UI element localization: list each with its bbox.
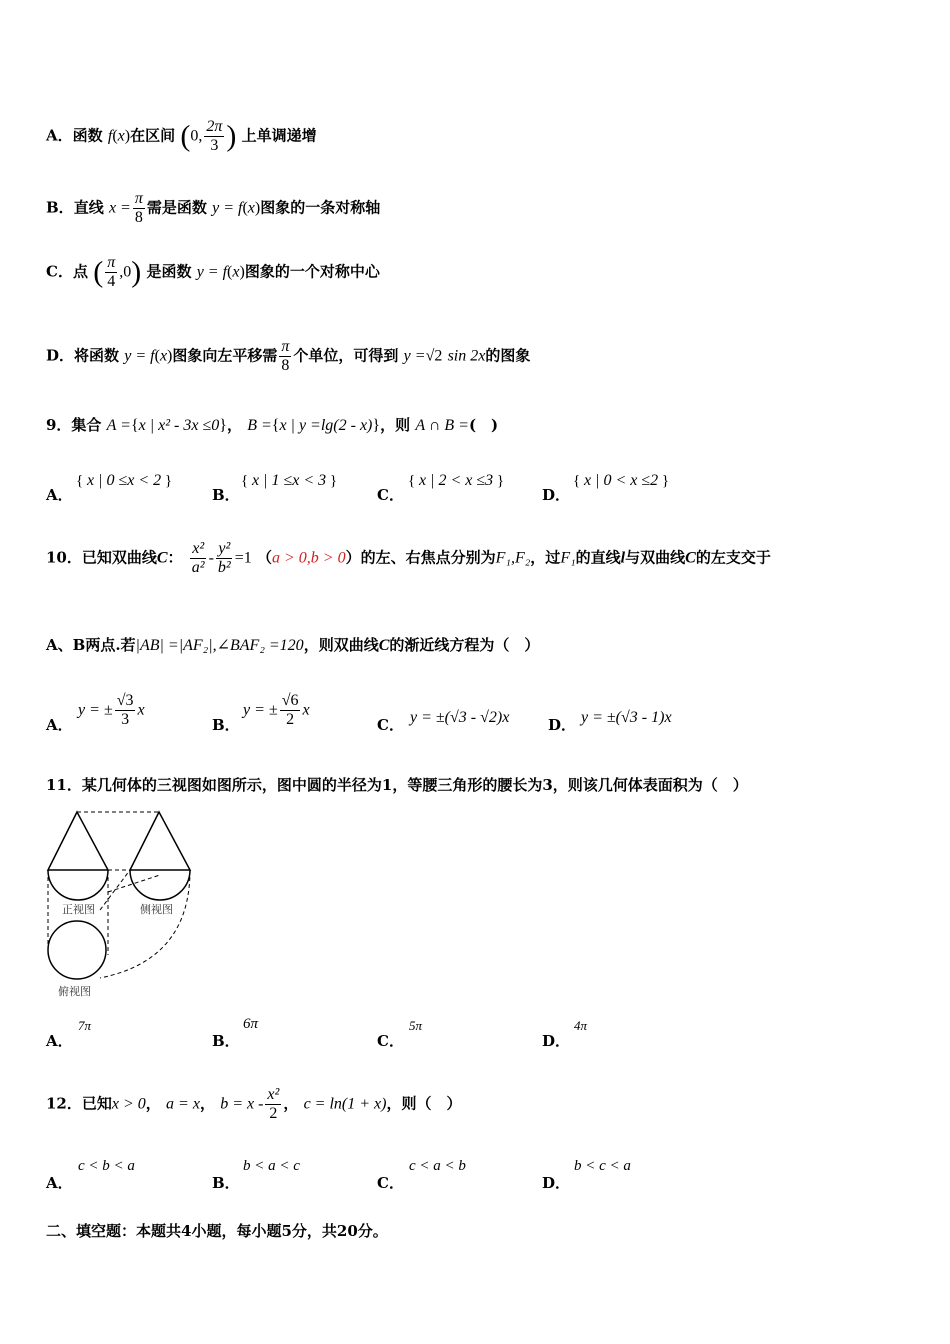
math: ,0 [119,263,132,281]
math: y = f [212,199,243,217]
q11-option-b [212,1030,240,1051]
front-view-semicircle [48,870,108,900]
math: y = f [196,263,228,281]
q10-stem [46,540,771,577]
option-letter: A． [46,1032,73,1050]
math: y = ±(√3 - √2)x [410,709,510,726]
q8-option-d: D．将函数 y = f(x)图象向左平移需 $\frac{\pi}{8}$ 个单位，可得到 y =√2 sin 2x的图象 [46,338,531,374]
q12-option-d-value: b < c < a [574,1158,631,1174]
q12-option-a-value: c < b < a [78,1158,135,1174]
text: ，则 [380,416,411,434]
q12-option-c-value: c < a < b [409,1158,466,1174]
fraction [190,540,207,577]
math: c = ln(1 + x) [303,1095,387,1113]
option-letter: B． [212,716,240,734]
text: 的渐近线方程为（ ） [389,636,540,654]
math: C [378,637,390,654]
q11-option-d [542,1030,570,1051]
q10-stem-line2 [46,634,539,655]
option-letter: C． [46,262,73,281]
math: y = ± [78,701,113,719]
numerator: π [134,190,143,207]
text: ： [167,548,183,567]
q10-option-c [377,714,404,735]
math: x | 0 ≤x < 2 [86,472,162,489]
text: 图象向左平移需 [172,346,278,365]
text: 函数 [72,126,103,145]
numerator: 2π [206,118,223,135]
q10-option-c-value [410,708,509,727]
math: x | 0 < x ≤2 [583,472,659,489]
front-view-label: 正视图 [62,903,95,916]
denominator: a² [191,559,205,576]
math: F₁ [560,549,576,567]
numerator: x² [267,1086,280,1103]
three-view-figure [40,810,220,1004]
q11-option-c-value: 5π [409,1018,423,1033]
text: ， [283,1094,299,1113]
text: 点 [72,262,88,281]
question-number: 9．集合 [46,416,102,434]
text: 图象的一个对称中心 [244,262,380,281]
text: 的左、右焦点分别为 [360,548,496,567]
q9-option-d-value: { x | 0 < x ≤2 } [573,472,670,489]
top-view-label: 俯视图 [58,985,91,998]
text: 的直线 [575,548,621,567]
q9-option-c-value: { x | 2 < x ≤3 } [408,472,505,489]
text: 是函数 [146,262,192,281]
math: A = [106,417,131,434]
math: y = [403,347,426,365]
math: x [117,127,125,145]
q10-option-a-value [78,692,145,729]
math: x > 0 [111,1095,146,1113]
q10-option-b [212,714,240,735]
numerator: √6 [281,692,299,709]
text: ，则（ ） [386,1094,462,1113]
option-letter: C． [377,1032,404,1050]
text: 的左支交于 [695,548,771,567]
denominator: 4 [107,273,116,290]
q9-option-d [542,484,570,505]
math: a = x [166,1095,200,1113]
math: C [156,549,168,567]
q12-option-c [377,1172,404,1193]
fraction [216,540,233,577]
fraction [265,1086,281,1123]
math: b = x - [220,1095,264,1113]
text: 与双曲线 [625,548,686,567]
math: x = [108,199,131,217]
text: （ [256,548,272,567]
numerator: √3 [116,692,134,709]
q11-option-b-value: 6π [243,1016,259,1032]
condition: a > 0,b > 0 [272,549,346,567]
q8-option-a: A．函数 f(x)在区间 (0, $\frac{2\pi}{3}$ ) 上单调递增 [46,118,317,154]
text: ， [226,416,242,434]
q10-option-d [548,714,576,735]
text: 将函数 [74,346,120,365]
text: 直线 [73,198,104,217]
fraction [204,118,224,155]
fraction [133,190,145,227]
text: ， [199,1094,215,1113]
text: 在区间 [130,126,176,145]
denominator: 3 [210,137,219,154]
q12-option-b-value: b < a < c [243,1158,300,1174]
q12-option-d [542,1172,570,1193]
option-letter: A． [46,1174,73,1192]
math: x [159,347,168,365]
math: sin 2x [447,347,486,365]
q12-stem [46,1086,462,1123]
q9-option-c [377,484,404,505]
section-heading: 二、填空题：本题共4小题，每小题5分，共20分。 [46,1222,388,1240]
side-view-triangle [130,812,190,870]
numerator: π [107,254,116,271]
option-letter: D． [46,346,75,365]
side-view-semicircle [130,870,190,900]
text: A、B两点.若 [46,636,136,654]
option-letter: C． [377,486,404,504]
dashed-arc [100,870,190,978]
side-view-label: 侧视图 [140,903,173,916]
dashed-line [100,870,130,910]
math: B = [247,417,272,434]
q11-stem [46,774,748,795]
option-letter: C． [377,1174,404,1192]
denominator: 8 [281,357,290,374]
text: 图象的一条对称轴 [260,198,381,217]
math: x [137,701,145,719]
answer-paren: ( ) [468,416,499,434]
math: A ∩ B = [415,417,469,434]
fraction [105,254,117,291]
text: ，过 [530,548,561,567]
math: x | 1 ≤x < 3 [251,472,327,489]
text: ， [145,1094,161,1113]
q8-option-b: B．直线 x = $\frac{\pi}{8}$ 需是函数 y = f(x)图象的一条对称轴 [46,190,381,226]
math: 0, [190,127,203,145]
q11-option-a-value: 7π [78,1018,92,1033]
option-letter: D． [542,1174,571,1192]
option-letter: A． [46,716,73,734]
text: ，则双曲线 [303,636,379,654]
q9-option-a-value: { x | 0 ≤x < 2 } [76,472,173,489]
option-letter: A． [46,486,73,504]
q9-option-b [212,484,240,505]
q12-option-b [212,1172,240,1193]
q8-option-c: C．点 ( $\frac{\pi}{4}$ ,0) 是函数 y = f(x)图象的一个对称中心 [46,254,380,290]
option-letter: C． [377,716,404,734]
math: F₁,F₂ [495,549,531,567]
question-text: 11．某几何体的三视图如图所示，图中圆的半径为1，等腰三角形的腰长为3，则该几何体表面积为（ ） [46,776,748,794]
q12-option-a [46,1172,73,1193]
option-letter: D． [548,716,577,734]
math: y = ±(√3 - 1)x [581,709,672,726]
text: 个单位，可得到 [293,346,399,365]
math: y = f [124,347,155,365]
numerator: π [281,338,290,355]
q10-option-d-value [581,708,672,727]
math: y = ± [243,701,278,719]
option-letter: A． [46,126,73,145]
q9-option-b-value: { x | 1 ≤x < 3 } [241,472,338,489]
q11-option-a [46,1030,73,1051]
fraction [280,692,301,729]
math: √2 [425,347,443,365]
denominator: 2 [286,711,295,728]
q10-option-a [46,714,73,735]
text: 的图象 [485,346,531,365]
q9-option-a [46,484,73,505]
q10-option-b-value [243,692,310,729]
math: |AB| =|AF₂|,∠BAF₂ =120 [135,637,304,654]
dashed-line [108,875,160,892]
q9-stem: 9．集合 A ={x | x² - 3x ≤0}， B ={x | y =lg(2 - x)}，则 A ∩ B =( ) [46,416,499,434]
math: x [232,263,240,281]
math: C [685,549,696,567]
fraction [279,338,291,375]
front-view-triangle [48,812,108,870]
denominator: 8 [134,209,143,226]
math: x | 2 < x ≤3 [418,472,494,489]
math: l [620,549,626,567]
text: ） [345,548,361,567]
fraction [115,692,136,729]
math: f [107,127,113,145]
math: x [247,199,255,217]
text: 需是函数 [146,198,207,217]
denominator: 3 [121,711,130,728]
option-letter: B． [46,198,74,217]
three-view-svg [40,810,220,1000]
text: 上单调递增 [241,126,317,145]
math: x | y =lg(2 - x) [279,417,373,434]
option-letter: B． [212,1032,240,1050]
option-letter: D． [542,486,571,504]
math: x [302,701,310,719]
denominator: b² [217,559,231,576]
math: - [208,549,214,567]
q11-option-c [377,1030,404,1051]
option-letter: D． [542,1032,571,1050]
question-number: 12．已知 [46,1094,112,1113]
top-view-circle [48,921,106,979]
numerator: y² [218,540,231,557]
question-number: 10．已知双曲线 [46,548,157,567]
denominator: 2 [269,1105,278,1122]
q11-option-d-value: 4π [574,1018,588,1033]
option-letter: B． [212,1174,240,1192]
math: =1 [234,549,252,567]
math: x | x² - 3x ≤0 [138,417,220,434]
option-letter: B． [212,486,240,504]
numerator: x² [192,540,205,557]
